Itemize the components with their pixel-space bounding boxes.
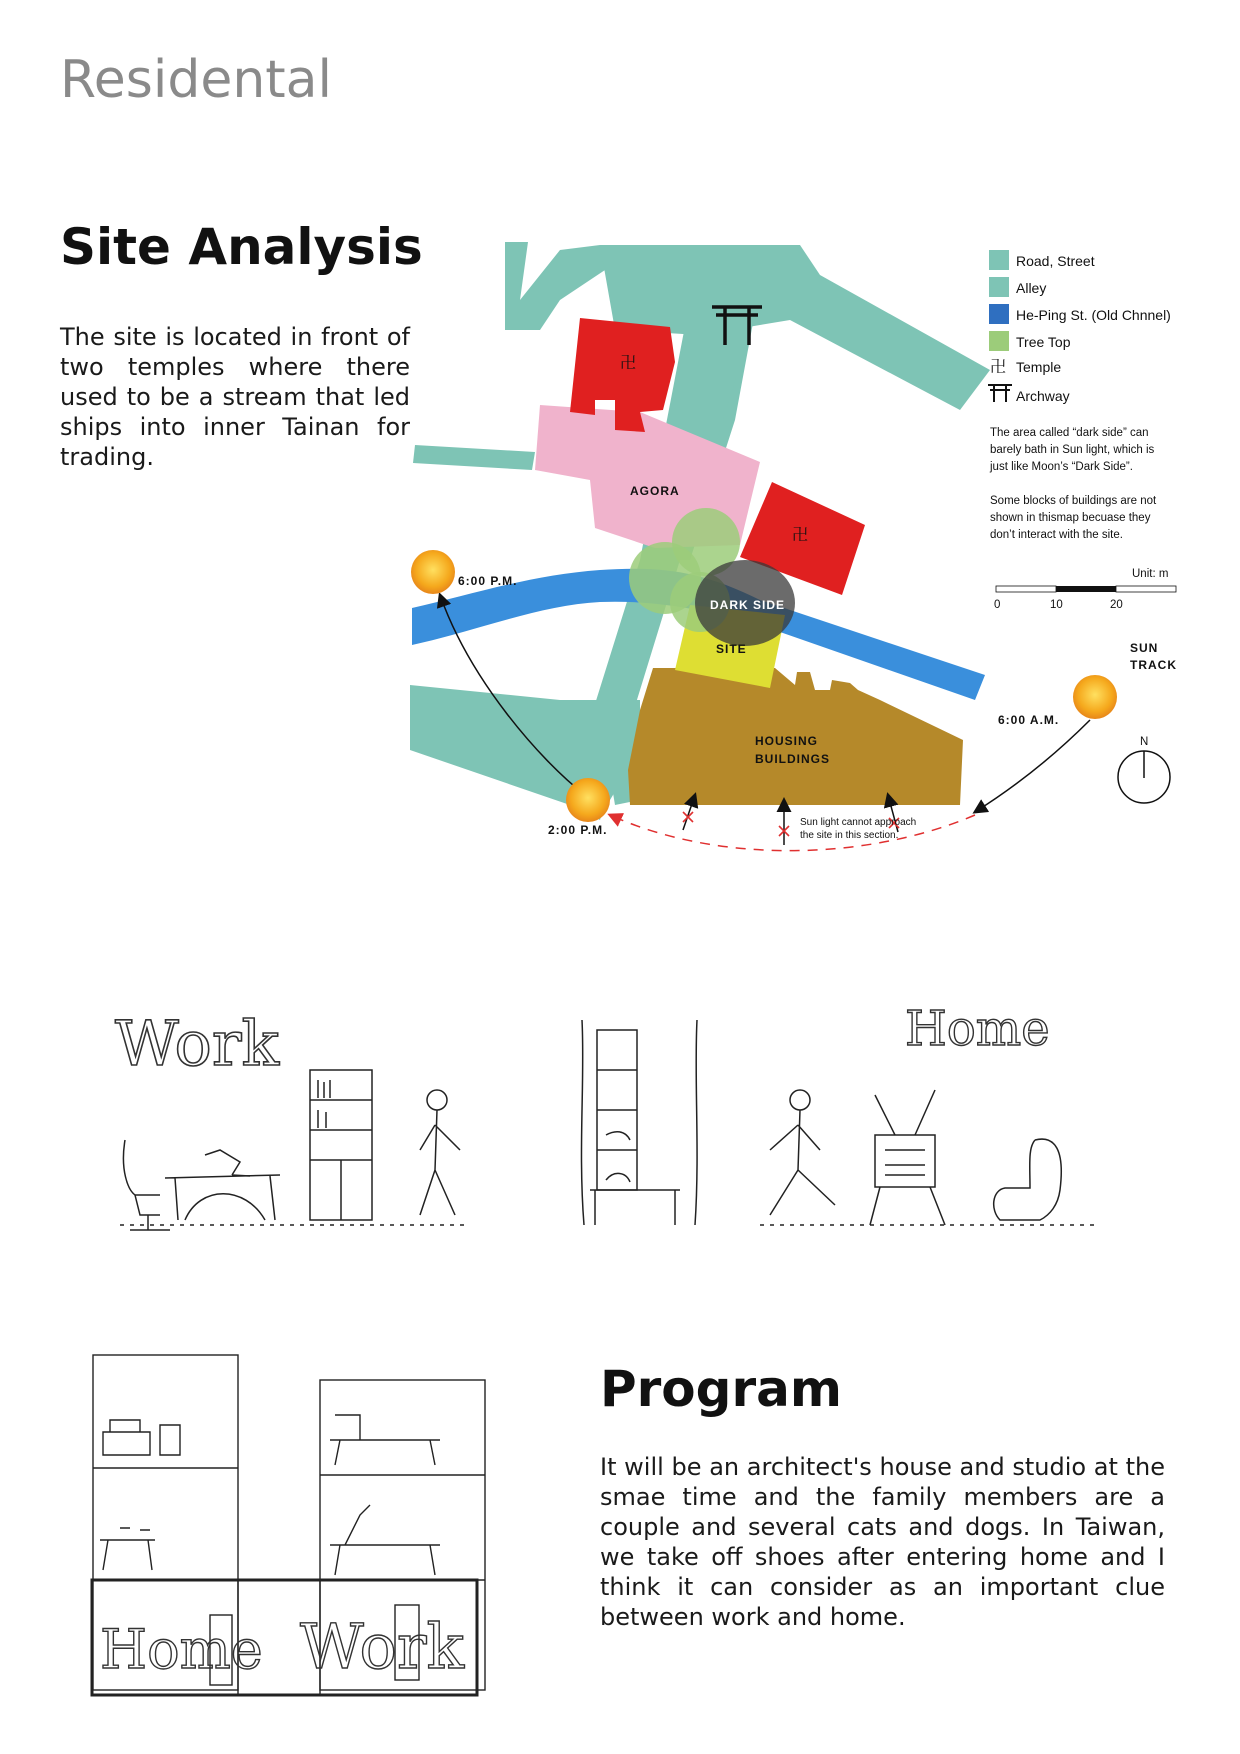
scale-tick-0: 0: [994, 599, 1001, 611]
sunlight-note-1: Sun light cannot approach: [800, 817, 917, 828]
program-text: It will be an architect's house and studio at the smae time and the family members are a couple and several cats and dogs. In Taiwan, we take off shoes after entering home and I think it can consider as an important clue between work and home.: [600, 1453, 1165, 1631]
temple-east-symbol: 卍: [792, 527, 809, 544]
site-analysis-text: The site is located in front of two temples where there used to be a stream that led ships into inner Tainan for trading.: [60, 323, 410, 471]
note-blocks-2: shown in thismap becuase they: [990, 512, 1151, 524]
note-blocks-1: Some blocks of buildings are not: [990, 495, 1157, 507]
legend-temple-icon: 卍: [990, 359, 1007, 376]
section-work-label: Work: [300, 1610, 465, 1683]
temple-north-symbol: 卍: [620, 355, 637, 372]
agora-label: AGORA: [630, 484, 680, 498]
dark-side-label: DARK SIDE: [710, 598, 786, 612]
legend-channel: He-Ping St. (Old Chnnel): [1016, 307, 1171, 323]
sun-track-label-1: SUN: [1130, 641, 1159, 655]
page-heading: Residental: [60, 50, 332, 110]
scale-unit: Unit: m: [1132, 568, 1169, 580]
site-label: SITE: [716, 642, 747, 656]
section-home-label: Home: [100, 1618, 263, 1681]
note-dark-side-2: barely bath in Sun light, which is: [990, 444, 1155, 456]
legend-alley: Alley: [1016, 280, 1047, 296]
time-6pm-label: 6:00 P.M.: [458, 574, 518, 588]
note-dark-side-1: The area called “dark side” can: [990, 427, 1149, 439]
legend-archway: Archway: [1016, 388, 1070, 404]
legend-tree: Tree Top: [1016, 334, 1071, 350]
legend-temple: Temple: [1016, 359, 1062, 375]
legend-road: Road, Street: [1016, 253, 1095, 269]
time-6am-label: 6:00 A.M.: [998, 713, 1060, 727]
note-dark-side-3: just like Moon’s “Dark Side”.: [990, 461, 1133, 473]
scale-tick-20: 20: [1110, 599, 1123, 611]
housing-label-1: HOUSING: [755, 734, 819, 748]
housing-label-2: BUILDINGS: [755, 752, 830, 766]
site-analysis-title: Site Analysis: [60, 218, 423, 276]
program-title: Program: [600, 1360, 842, 1418]
sun-track-label-2: TRACK: [1130, 658, 1177, 672]
north-label: N: [1140, 736, 1149, 748]
note-blocks-3: don’t interact with the site.: [990, 529, 1123, 541]
scale-tick-10: 10: [1050, 599, 1063, 611]
sunlight-note-2: the site in this section.: [800, 830, 899, 841]
sketch-work-label: Work: [115, 1007, 280, 1080]
time-2pm-label: 2:00 P.M.: [548, 823, 608, 837]
sketch-home-label: Home: [905, 1001, 1050, 1057]
